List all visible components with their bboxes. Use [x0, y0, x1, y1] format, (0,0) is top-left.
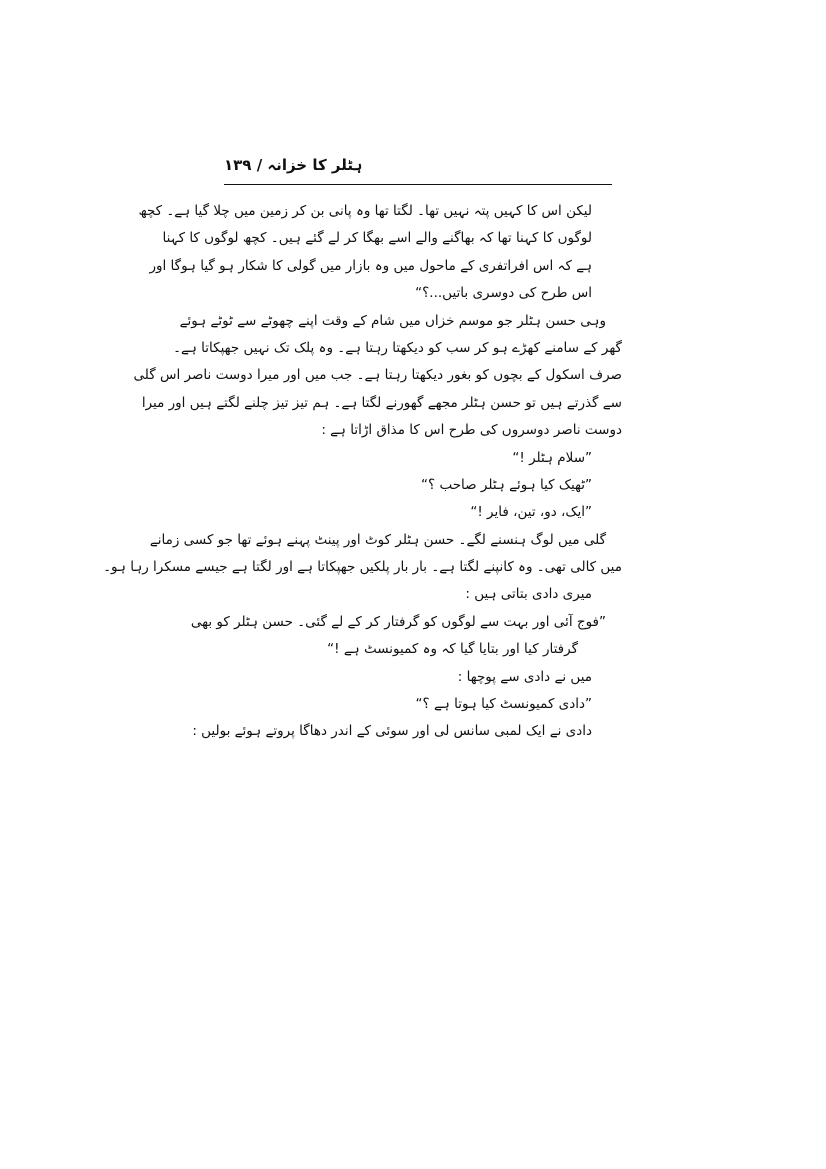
text-line: ”ایک، دو، تین، فایر !“ — [470, 504, 592, 521]
text-line: اس طرح کی دوسری باتیں...؟“ — [415, 285, 592, 302]
text-line: میں نے دادی سے پوچھا : — [457, 668, 592, 685]
text-line: ”سلام ہٹلر !“ — [512, 449, 592, 466]
text-line: ”ٹھیک کیا ہوئے ہٹلر صاحب ؟“ — [421, 476, 592, 493]
text-line: دوست ناصر دوسروں کی طرح اس کا مذاق اڑاتا ہے : — [321, 422, 622, 439]
text-line: گرفتار کیا اور بتایا گیا کہ وہ کمیونسٹ ہے !“ — [327, 641, 578, 658]
text-line: وہی حسن ہٹلر جو موسم خزاں میں شام کے وقت اپنے چھوٹے سے ٹوٹے ہوئے — [179, 312, 606, 329]
text-line: میری دادی بتاتی ہیں : — [465, 586, 592, 603]
running-title: ہٹلر کا خزانہ / ۱۳۹ — [224, 156, 363, 174]
text-line: لیکن اس کا کہیں پتہ نہیں تھا۔ لگتا تھا وہ پانی بن کر زمین میں چلا گیا ہے۔ کچھ — [138, 203, 592, 219]
text-line: ہے کہ اس افراتفری کے ماحول میں وہ بازار میں گولی کا شکار ہو گیا ہوگا اور — [149, 257, 592, 274]
text-line: دادی نے ایک لمبی سانس لی اور سوئی کے اندر دھاگا پروتے ہوئے بولیں : — [192, 723, 592, 740]
running-header — [224, 150, 612, 185]
body-text — [103, 198, 622, 746]
text-line: گھر کے سامنے کھڑے ہو کر سب کو دیکھتا رہتا ہے۔ وہ پلک تک نہیں جھپکاتا ہے۔ — [173, 339, 622, 356]
text-line: میں کالی تھی۔ وہ کانپنے لگتا ہے۔ بار بار پلکیں جھپکاتا ہے اور لگتا ہے جیسے مسکرا رہا ہو۔ — [103, 559, 622, 576]
text-line: گلی میں لوگ ہنسنے لگے۔ حسن ہٹلر کوٹ اور پینٹ پہنے ہوئے تھا جو کسی زمانے — [149, 531, 606, 548]
text-line: ”فوج آئی اور بہت سے لوگوں کو گرفتار کر کے لے گئی۔ حسن ہٹلر کو بھی — [190, 613, 606, 630]
text-line: ”دادی کمیونسٹ کیا ہوتا ہے ؟“ — [415, 696, 592, 713]
text-line: سے گذرتے ہیں تو حسن ہٹلر مجھے گھورنے لگتا ہے۔ ہم تیز تیز چلنے لگتے ہیں اور میرا — [141, 394, 622, 411]
text-line: لوگوں کا کہنا تھا کہ بھاگنے والے اسے بھگا کر لے گئے ہیں۔ کچھ لوگوں کا کہنا — [162, 230, 592, 247]
text-line: صرف اسکول کے بچوں کو بغور دیکھتا رہتا ہے۔ جب میں اور میرا دوست ناصر اس گلی — [133, 367, 622, 384]
